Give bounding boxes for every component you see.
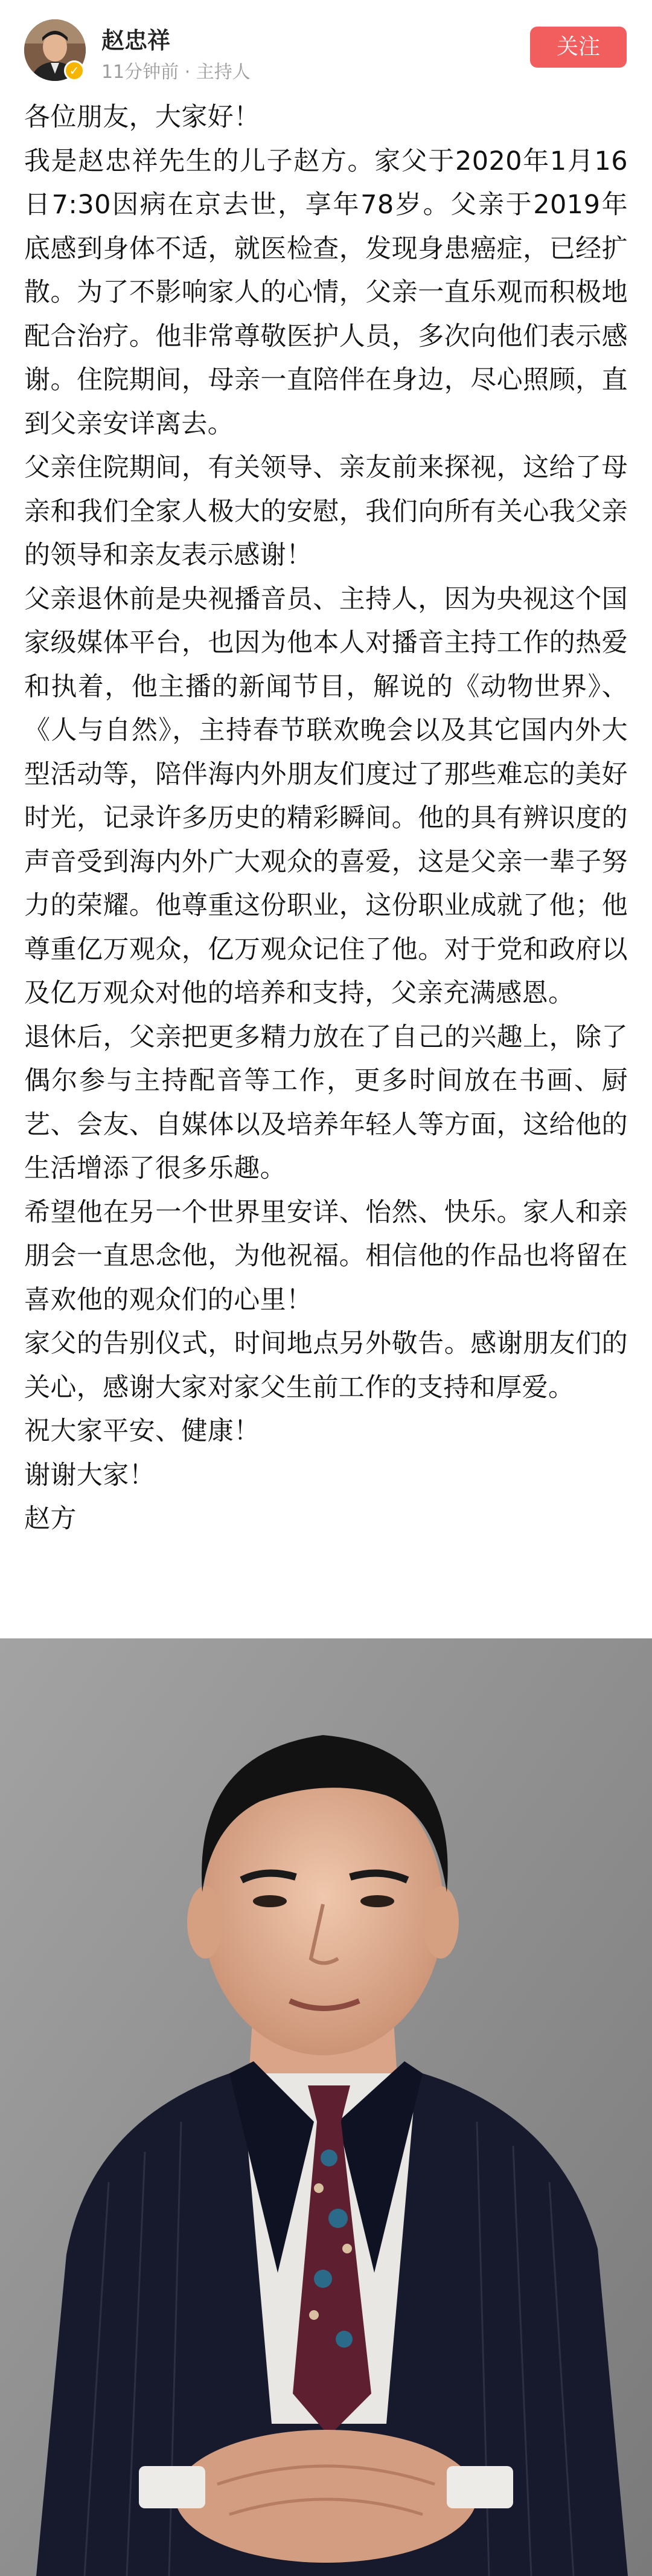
paragraph-career: 父亲退休前是央视播音员、主持人，因为央视这个国家级媒体平台，也因为他本人对播音主持工作的热爱和执着，他主播的新闻节目，解说的《动物世界》、《人与自然》，主持春节联欢晚会以及其它国内外大型活动等，陪伴海内外朋友们度过了那些难忘的美好时光，记录许多历史的精彩瞬间。他的具有辨识度的声音受到海内外广大观众的喜爱，这是父亲一辈子努力的荣耀。他尊重这份职业，这份职业成就了他；他尊重亿万观众，亿万观众记住了他。对于党和政府以及亿万观众对他的培养和支持，父亲充满感恩。 — [24, 584, 628, 1008]
verified-icon: ✓ — [64, 60, 85, 81]
post-header — [0, 0, 652, 91]
paragraph-closing: 谢谢大家！ — [24, 1460, 155, 1490]
paragraph-intro: 我是赵忠祥先生的儿子赵方。家父于2020年1月16日7:30因病在京去世，享年78岁。父亲于2019年底感到身体不适，就医检查，发现身患癌症，已经扩散。为了不影响家人的心情，父亲一直乐观而积极地配合治疗。他非常尊敬医护人员，多次向他们表示感谢。住院期间，母亲一直陪伴在身边，尽心照顾，直到父亲安详离去。 — [24, 146, 628, 439]
paragraph-wishes: 希望他在另一个世界里安详、怡然、快乐。家人和亲朋会一直思念他，为他祝福。相信他的作品也将留在喜欢他的观众们的心里！ — [24, 1197, 628, 1315]
user-name[interactable]: 赵忠祥 — [101, 27, 171, 54]
portrait-photo[interactable] — [0, 1638, 652, 2576]
follow-button[interactable]: 关注 — [530, 27, 627, 68]
portrait-image — [0, 1638, 652, 2576]
paragraph-ceremony: 家父的告别仪式，时间地点另外敬告。感谢朋友们的关心，感谢大家对家父生前工作的支持和厚爱。 — [24, 1328, 628, 1403]
post-content — [0, 91, 652, 1541]
paragraph-thanks: 父亲住院期间，有关领导、亲友前来探视，这给了母亲和我们全家人极大的安慰，我们向所有关心我父亲的领导和亲友表示感谢！ — [24, 452, 628, 570]
signature: 赵方 — [24, 1504, 77, 1534]
post-meta: 11分钟前 · 主持人 — [101, 62, 251, 83]
paragraph-retirement: 退休后，父亲把更多精力放在了自己的兴趣上，除了偶尔参与主持配音等工作，更多时间放在书画、厨艺、会友、自媒体以及培养年轻人等方面，这给他的生活增添了很多乐趣。 — [24, 1022, 628, 1183]
paragraph-blessing: 祝大家平安、健康！ — [24, 1416, 260, 1446]
paragraph-greeting: 各位朋友，大家好！ — [24, 102, 260, 132]
